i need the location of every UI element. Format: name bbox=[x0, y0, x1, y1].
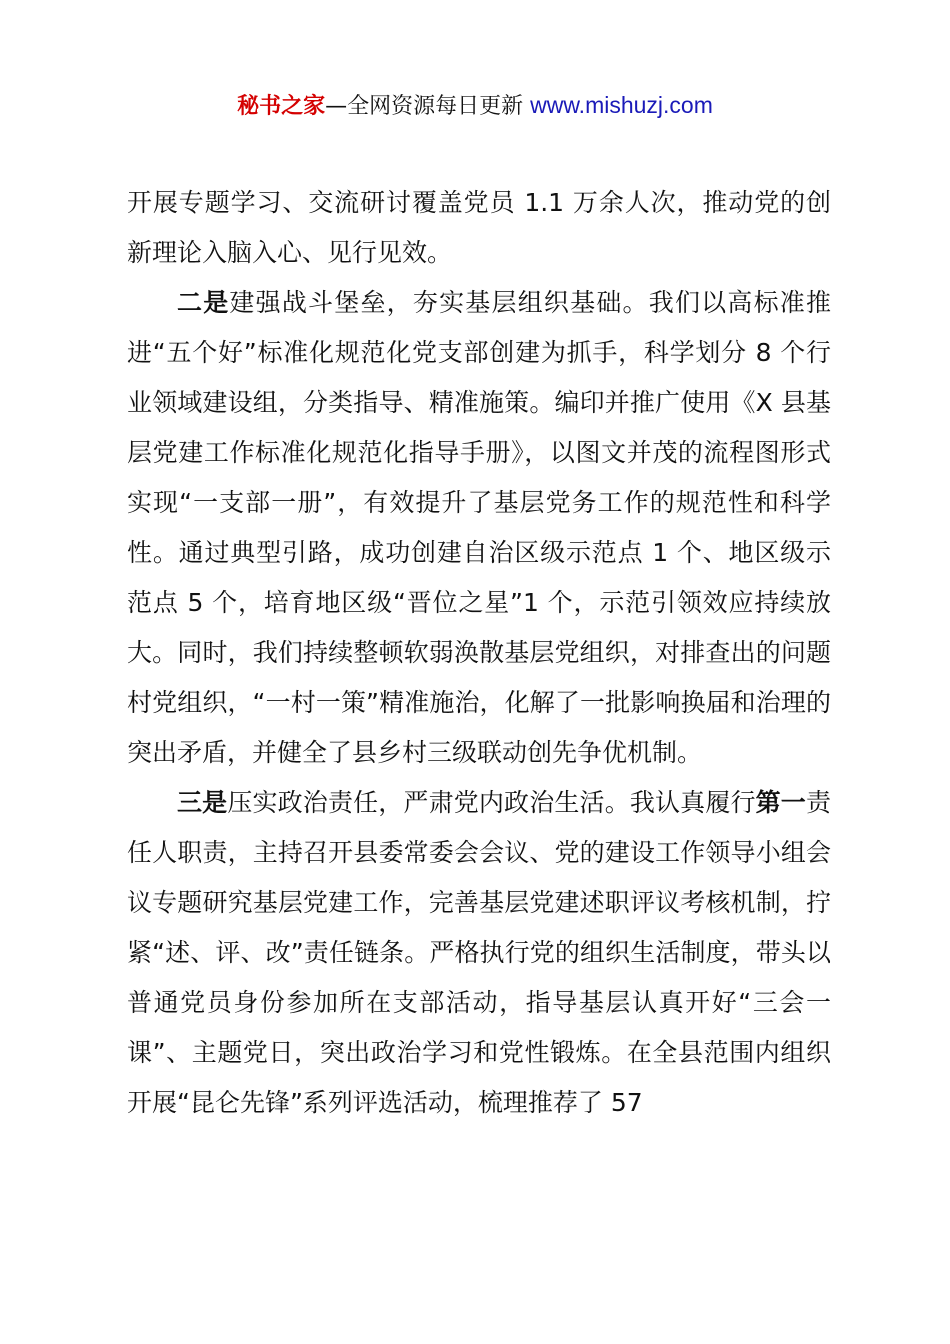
paragraph-3-text-after: 责任人职责，主持召开县委常委会会议、党的建设工作领导小组会议专题研究基层党建工作，完善基层党建述职评议考核机制，拧紧“述、评、改”责任链条。严格执行党的组织生活制度，带头以普通党员身份参加所在支部活动，指导基层认真开好“三会一课”、主题党日，突出政治学习和党性锻炼。在全县范围内组织开展“昆仑先锋”系列评选活动，梳理推荐了 57 bbox=[127, 788, 831, 1117]
paragraph-2-text: 建强战斗堡垒，夯实基层组织基础。我们以高标准推进“五个好”标准化规范化党支部创建为抓手，科学划分 8 个行业领域建设组，分类指导、精准施策。编印并推广使用《X 县基层党建工作标准化规范化指导手册》，以图文并茂的流程图形式实现“一支部一册”，有效提升了基层党务工作的规范性和科学性。通过典型引路，成功创建自治区级示范点 1 个、地区级示范点 5 个，培育地区级“晋位之星”1 个，示范引领效应持续放大。同时，我们持续整顿软弱涣散基层党组织，对排查出的问题村党组织，“一村一策”精准施治，化解了一批影响换届和治理的突出矛盾，并健全了县乡村三级联动创先争优机制。 bbox=[127, 288, 831, 767]
paragraph-3-lead: 三是 bbox=[177, 788, 228, 817]
page-header bbox=[0, 88, 950, 124]
paragraph-2-lead: 二是 bbox=[177, 288, 230, 317]
header-tagline: —全网资源每日更新 bbox=[325, 94, 531, 119]
paragraph-2 bbox=[127, 278, 831, 778]
brand-name: 秘书之家 bbox=[237, 94, 326, 119]
document-body bbox=[127, 178, 831, 1128]
paragraph-3 bbox=[127, 778, 831, 1128]
paragraph-1-text: 开展专题学习、交流研讨覆盖党员 1.1 万余人次，推动党的创新理论入脑入心、见行见效。 bbox=[127, 188, 831, 267]
site-url-link[interactable]: www.mishuzj.com bbox=[530, 92, 713, 118]
paragraph-3-text-before: 压实政治责任，严肃党内政治生活。我认真履行 bbox=[227, 788, 756, 817]
paragraph-1 bbox=[127, 178, 831, 278]
paragraph-3-bold-mid: 第一 bbox=[755, 788, 806, 817]
